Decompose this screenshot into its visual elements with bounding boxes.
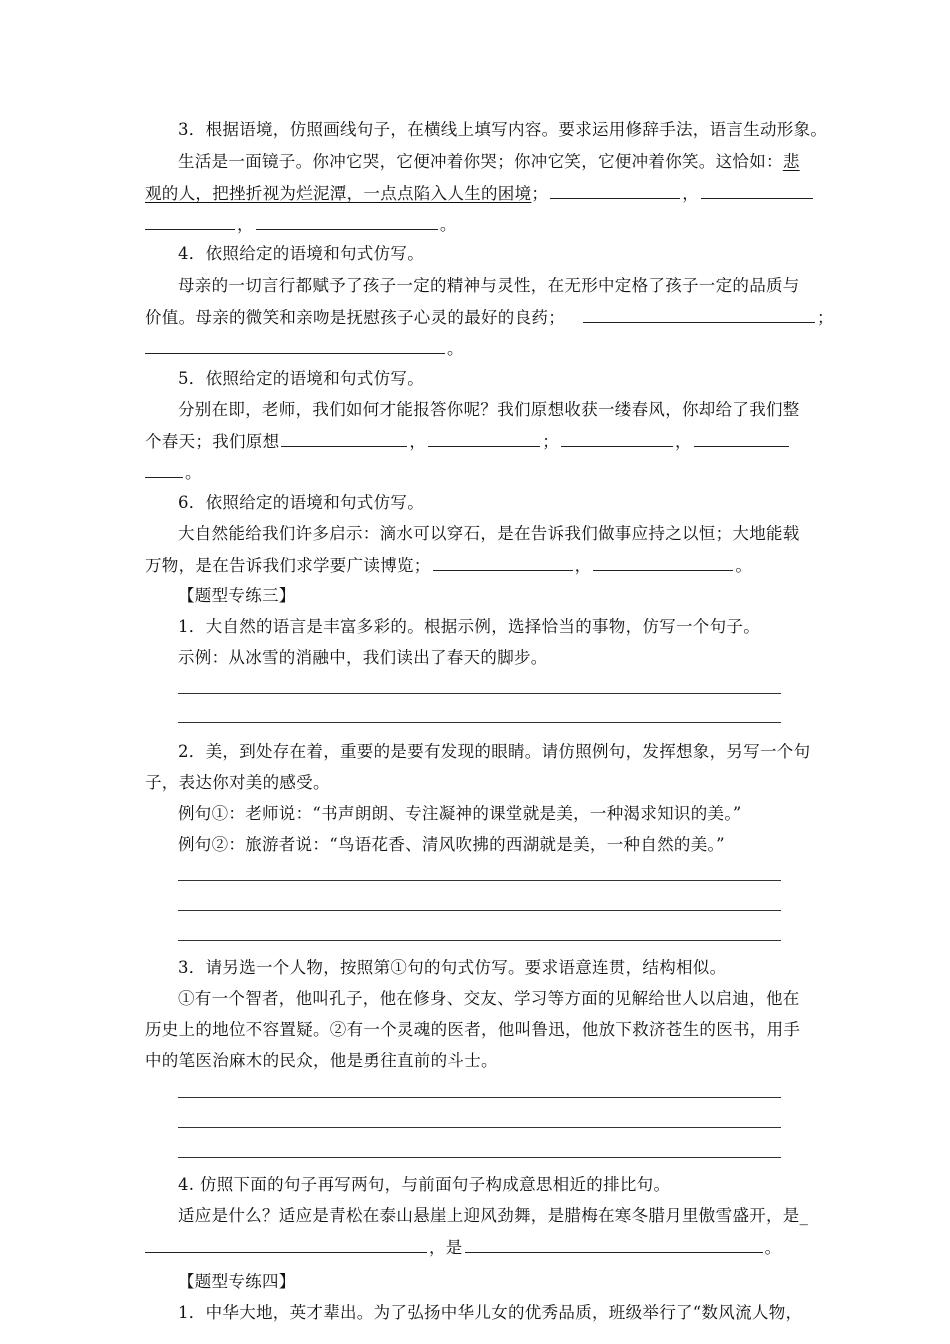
s3q4-answer-blank-1[interactable] xyxy=(145,1236,427,1253)
s3q1-prompt: 1．大自然的语言是丰富多彩的。根据示例，选择恰当的事物，仿写一个句子。 xyxy=(178,617,760,636)
q4-period: 。 xyxy=(447,339,464,358)
q5-line2 xyxy=(145,430,791,453)
q5-prompt: 5．依照给定的语境和句式仿写。 xyxy=(178,369,424,388)
q3-period: 。 xyxy=(439,215,457,234)
s3q4-line2 xyxy=(145,1236,781,1259)
q6-answer-blank-1[interactable] xyxy=(433,554,573,571)
s3q4-period: 。 xyxy=(764,1238,782,1257)
s3q2-line1: 2．美，到处存在着，重要的是要有发现的眼睛。请仿照例句，发挥想象，另写一个句 xyxy=(178,742,811,761)
q6-answer-blank-2[interactable] xyxy=(593,554,733,571)
s3q3-answer-line-3[interactable] xyxy=(178,1157,781,1158)
q4-line3 xyxy=(145,337,464,360)
s3q3-prompt: 3．请另选一个人物，按照第①句的句式仿写。要求语意连贯，结构相似。 xyxy=(178,958,727,977)
q3-context-text: 生活是一面镜子。你冲它哭，它便冲着你哭；你冲它笑，它便冲着你笑。这恰如： xyxy=(178,152,783,171)
q5-semicolon: ； xyxy=(542,432,560,451)
q3-answer-blank-2b[interactable] xyxy=(145,213,235,230)
q3-comma-2: ， xyxy=(237,215,254,234)
q5-answer-blank-3[interactable] xyxy=(561,430,673,447)
q6-comma: ， xyxy=(574,556,592,575)
s3q3-line1: ①有一个智者，他叫孔子，他在修身、交友、学习等方面的见解给世人以启迪，他在 xyxy=(178,989,800,1008)
s3q2-example-1: 例句①：老师说：“书声朗朗、专注凝神的课堂就是美，一种渴求知识的美。” xyxy=(178,804,742,823)
q5-line2-text: 个春天；我们原想 xyxy=(145,432,280,451)
q3-prompt: 3．根据语境，仿照画线句子，在横线上填写内容。要求运用修辞手法，语言生动形象。 xyxy=(178,120,828,139)
s3q1-answer-line-2[interactable] xyxy=(178,722,781,723)
q3-answer-blank-3[interactable] xyxy=(256,213,438,230)
s4q1-line1: 1．中华大地，英才辈出。为了弘扬中华儿女的优秀品质，班级举行了“数风流人物， xyxy=(178,1303,803,1322)
q3-line3 xyxy=(145,213,457,236)
q3-line2 xyxy=(145,182,815,205)
q3-answer-blank-1[interactable] xyxy=(550,182,680,199)
s3q2-answer-line-3[interactable] xyxy=(178,940,781,941)
section4-title: 【题型专练四】 xyxy=(178,1272,296,1291)
s3q2-line2: 子，表达你对美的感受。 xyxy=(145,773,330,792)
q4-answer-blank-1[interactable] xyxy=(583,306,815,323)
q5-period: 。 xyxy=(185,463,202,482)
s3q1-example: 示例：从冰雪的消融中，我们读出了春天的脚步。 xyxy=(178,648,548,667)
q4-line2 xyxy=(145,306,834,329)
s3q4-line1: 适应是什么？适应是青松在泰山悬崖上迎风劲舞，是腊梅在寒冬腊月里傲雪盛开，是_ xyxy=(178,1206,809,1225)
q6-prompt: 6．依照给定的语境和句式仿写。 xyxy=(178,493,424,512)
q3-comma-1: ， xyxy=(682,184,700,203)
q4-answer-blank-2[interactable] xyxy=(145,337,445,354)
s3q1-answer-line-1[interactable] xyxy=(178,693,781,694)
q5-answer-blank-4[interactable] xyxy=(694,430,789,447)
q6-line1: 大自然能给我们许多启示：滴水可以穿石，是在告诉我们做事应持之以恒；大地能载 xyxy=(178,524,800,543)
s3q3-line3: 中的笔医治麻木的民众，他是勇往直前的斗士。 xyxy=(145,1051,498,1070)
q3-underlined-start: 悲 xyxy=(782,152,800,171)
s3q3-line2: 历史上的地位不容置疑。②有一个灵魂的医者，他叫鲁迅，他放下救济苍生的医书，用手 xyxy=(145,1020,801,1039)
q3-semicolon: ； xyxy=(531,184,549,203)
s3q4-answer-blank-2[interactable] xyxy=(465,1236,763,1253)
s3q3-answer-line-2[interactable] xyxy=(178,1127,781,1128)
q6-line2-text: 万物，是在告诉我们求学要广读博览； xyxy=(145,556,431,575)
q6-period: 。 xyxy=(735,556,753,575)
q4-semicolon: ； xyxy=(817,308,834,327)
q4-line2-text: 价值。母亲的微笑和亲吻是抚慰孩子心灵的最好的良药； xyxy=(145,308,565,327)
q5-answer-blank-1[interactable] xyxy=(281,430,407,447)
q5-answer-blank-2[interactable] xyxy=(428,430,540,447)
q3-underlined-sentence: 观的人，把挫折视为烂泥潭，一点点陷入人生的困境 xyxy=(145,184,532,203)
s3q4-mid-text: ，是 xyxy=(429,1238,463,1257)
q5-comma-2: ， xyxy=(675,432,692,451)
q4-prompt: 4．依照给定的语境和句式仿写。 xyxy=(178,244,424,263)
s3q3-answer-line-1[interactable] xyxy=(178,1097,781,1098)
s3q2-answer-line-1[interactable] xyxy=(178,880,781,881)
q4-line1: 母亲的一切言行都赋予了孩子一定的精神与灵性，在无形中定格了孩子一定的品质与 xyxy=(178,276,800,295)
q5-line3 xyxy=(145,461,202,484)
s3q4-prompt: 4. 仿照下面的句子再写两句，与前面句子构成意思相近的排比句。 xyxy=(178,1175,671,1194)
q6-line2 xyxy=(145,554,752,577)
s3q2-answer-line-2[interactable] xyxy=(178,910,781,911)
q3-context xyxy=(178,151,800,173)
section3-title: 【题型专练三】 xyxy=(178,586,296,605)
q5-answer-blank-4b[interactable] xyxy=(145,461,183,478)
q3-answer-blank-2[interactable] xyxy=(701,182,813,199)
q5-comma-1: ， xyxy=(409,432,427,451)
s3q2-example-2: 例句②：旅游者说：“鸟语花香、清风吹拂的西湖就是美，一种自然的美。” xyxy=(178,835,725,854)
q5-line1: 分别在即，老师，我们如何才能报答你呢？我们原想收获一缕春风，你却给了我们整 xyxy=(178,400,800,419)
